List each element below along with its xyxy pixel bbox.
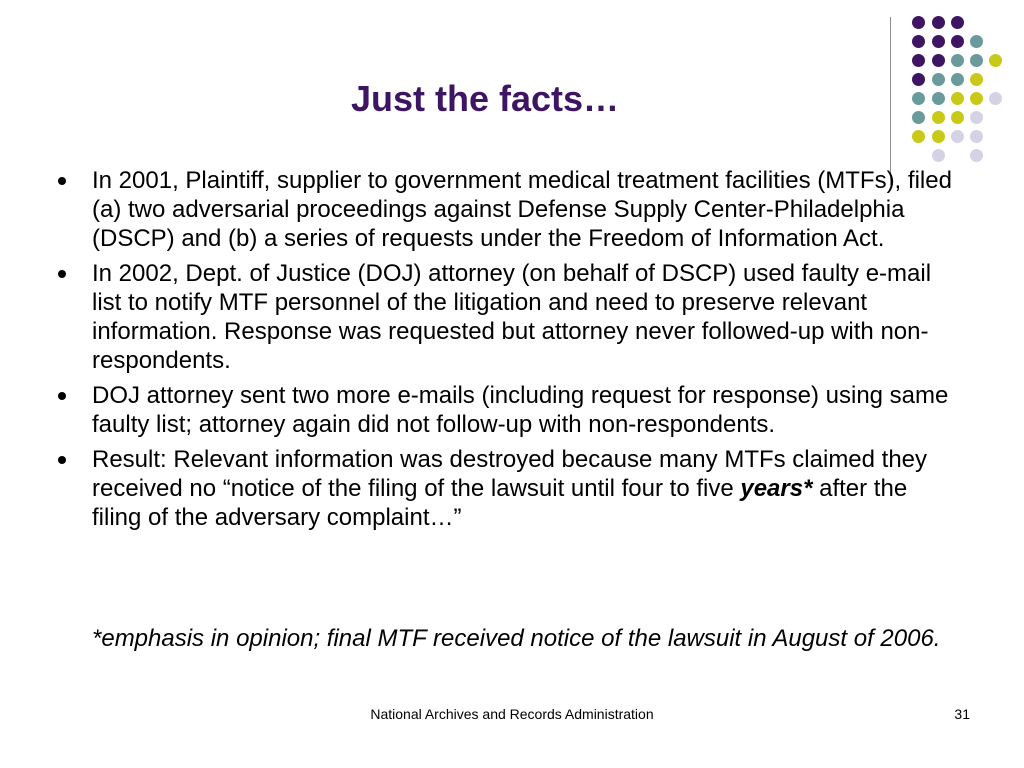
decorative-dot bbox=[932, 149, 945, 162]
decorative-dot bbox=[932, 54, 945, 67]
emphasis-note: *emphasis in opinion; final MTF received notice of the lawsuit in August of 2006. bbox=[92, 625, 941, 652]
decorative-dot bbox=[970, 92, 983, 105]
bullet-item bbox=[56, 259, 956, 375]
decorative-dot bbox=[912, 130, 925, 143]
bullet-text-before: Result: Relevant information was destroyed because many MTFs claimed they received no “notice of the filing of the lawsuit until four to five bbox=[92, 446, 928, 502]
decorative-dot bbox=[970, 111, 983, 124]
bullet-list bbox=[56, 166, 956, 538]
footer-organization: National Archives and Records Administration bbox=[370, 706, 654, 722]
bullet-item bbox=[56, 166, 956, 253]
decorative-dot bbox=[951, 16, 964, 29]
page-number: 31 bbox=[954, 706, 970, 722]
decorative-dot bbox=[951, 54, 964, 67]
decorative-dot bbox=[951, 130, 964, 143]
decorative-dot bbox=[970, 35, 983, 48]
decorative-dot bbox=[989, 54, 1002, 67]
decorative-dot bbox=[932, 16, 945, 29]
bullet-emphasis: years* bbox=[740, 475, 813, 502]
decorative-dot bbox=[989, 92, 1002, 105]
bullet-item bbox=[56, 445, 956, 532]
decorative-dot bbox=[912, 54, 925, 67]
decorative-dot bbox=[912, 35, 925, 48]
decorative-dot bbox=[970, 54, 983, 67]
bullet-marker bbox=[58, 177, 66, 185]
bullet-marker bbox=[58, 392, 66, 400]
decorative-dot bbox=[970, 149, 983, 162]
title-divider-line bbox=[890, 17, 891, 185]
decorative-dot bbox=[932, 130, 945, 143]
decorative-dot bbox=[932, 35, 945, 48]
decorative-dot bbox=[970, 73, 983, 86]
decorative-dot bbox=[912, 16, 925, 29]
decorative-dot bbox=[970, 130, 983, 143]
bullet-text: In 2001, Plaintiff, supplier to government medical treatment facilities (MTFs), filed (a) two adversarial proceedings against Defense Supply Center-Philadelphia (DSCP) and (b) a series of requests under the Freedom of Information Act. bbox=[92, 167, 952, 252]
bullet-marker bbox=[58, 456, 66, 464]
slide-title: Just the facts… bbox=[350, 78, 620, 119]
bullet-text-after: after the filing of the adversary complaint…” bbox=[92, 475, 908, 531]
bullet-text: DOJ attorney sent two more e-mails (including request for response) using same faulty list; attorney again did not follow-up with non-respondents. bbox=[92, 382, 949, 438]
bullet-marker bbox=[58, 270, 66, 278]
bullet-item bbox=[56, 381, 956, 439]
decorative-dot bbox=[951, 35, 964, 48]
bullet-text: In 2002, Dept. of Justice (DOJ) attorney (on behalf of DSCP) used faulty e-mail list to notify MTF personnel of the litigation and need to preserve relevant information. Response was requested but attorney never followed-up with non-respondents. bbox=[92, 260, 932, 374]
